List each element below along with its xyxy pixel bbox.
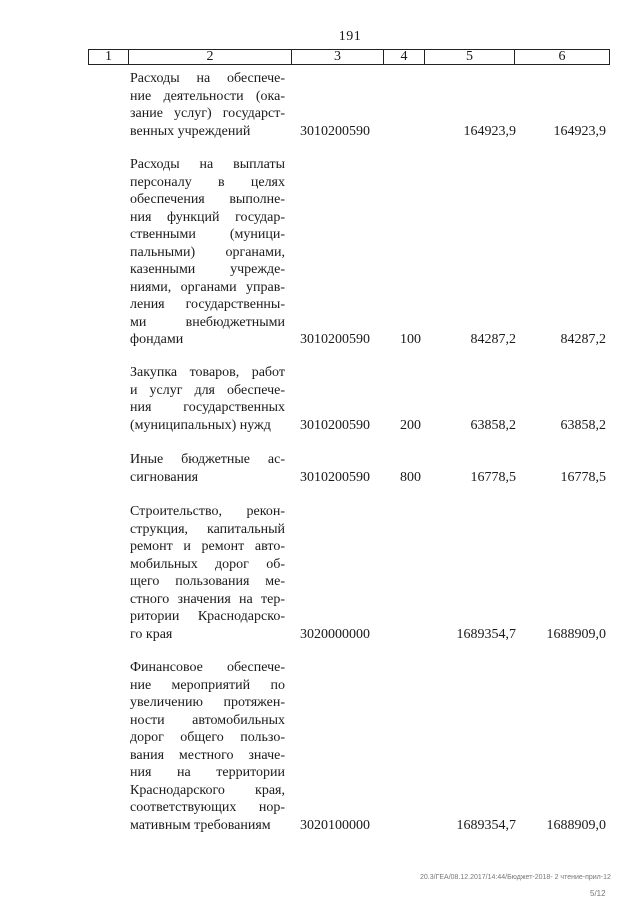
page-number: 191	[338, 29, 362, 44]
row-code: 3020000000	[300, 626, 370, 642]
col-header-2: 2	[129, 50, 292, 64]
description-line: зание услуг) государст-	[130, 106, 285, 121]
description-line: ремонт и ремонт авто-	[130, 539, 285, 554]
description-line: мобильных дорог об-	[130, 556, 285, 572]
description-line: казенными учрежде-	[130, 262, 285, 277]
row-value-6: 63858,2	[560, 417, 606, 433]
row-value-5: 164923,9	[463, 123, 516, 139]
row-value-5: 63858,2	[470, 417, 516, 433]
description-line: вания местного значе-	[130, 747, 285, 763]
description-line: ности автомобильных	[130, 712, 285, 728]
description-line: ния на территории	[130, 765, 285, 780]
row-value-5: 84287,2	[470, 332, 516, 347]
description-line: (муниципальных) нужд	[130, 417, 271, 433]
row-value-6: 16778,5	[560, 469, 606, 485]
col-header-1: 1	[89, 50, 129, 64]
description-line: ния функций государ-	[130, 209, 285, 225]
footer-sheet: 5/12	[590, 889, 606, 898]
description-line: Краснодарского края,	[130, 782, 285, 798]
description-line: мативным требованиям	[130, 817, 271, 833]
footer-stamp: 20.3/ГЕА/08.12.2017/14:44/Бюджет-2018- 2 чтение-прил-12	[420, 874, 611, 881]
row-value-6: 1688909,0	[546, 626, 606, 642]
description-line: дорог общего пользо-	[130, 730, 285, 745]
description-line: ниями, органами управ-	[130, 279, 285, 295]
description-line: щего пользования ме-	[130, 574, 285, 589]
description-line: и услуг для обеспече-	[130, 382, 285, 398]
col-header-5: 5	[425, 50, 515, 64]
row-description	[130, 503, 285, 643]
description-line: Строительство, рекон-	[130, 504, 285, 519]
col-header-6: 6	[515, 50, 610, 64]
table-header	[88, 49, 610, 65]
row-code: 3020100000	[300, 817, 370, 833]
row-code: 3010200590	[300, 332, 370, 347]
description-line: фондами	[130, 332, 184, 347]
description-line: пальными) органами,	[130, 244, 285, 260]
description-line: венных учреждений	[130, 123, 251, 139]
row-description	[130, 156, 285, 349]
description-line: обеспечения выполне-	[130, 192, 285, 207]
description-line: Иные бюджетные ас-	[130, 452, 285, 467]
row-description	[130, 451, 285, 486]
row-type: 800	[400, 469, 421, 485]
description-line: ственными (муници-	[130, 227, 285, 242]
description-line: Закупка товаров, работ	[130, 365, 285, 380]
row-description	[130, 70, 285, 140]
row-code: 3010200590	[300, 123, 370, 139]
description-line: ми внебюджетными	[130, 314, 285, 330]
description-line: Расходы на обеспече-	[130, 71, 285, 86]
description-line: увеличению протяжен-	[130, 695, 285, 710]
description-line: ритории Краснодарско-	[130, 609, 285, 624]
description-line: ние мероприятий по	[130, 677, 285, 693]
col-header-4: 4	[384, 50, 425, 64]
description-line: сигнования	[130, 469, 199, 485]
row-value-5: 16778,5	[470, 469, 516, 485]
description-line: персоналу в целях	[130, 174, 285, 190]
col-header-3: 3	[292, 50, 384, 64]
row-value-5: 1689354,7	[456, 817, 516, 833]
description-line: ние деятельности (ока-	[130, 88, 285, 104]
row-value-6: 84287,2	[560, 332, 606, 347]
description-line: ления государственны-	[130, 297, 285, 312]
description-line: струкция, капитальный	[130, 521, 285, 537]
description-line: стного значения на тер-	[130, 591, 285, 607]
description-line: ния государственных	[130, 400, 285, 415]
description-line: Расходы на выплаты	[130, 157, 285, 172]
description-line: го края	[130, 626, 173, 642]
row-value-6: 164923,9	[553, 123, 606, 139]
row-type: 100	[400, 332, 421, 347]
row-value-6: 1688909,0	[546, 817, 606, 833]
row-description	[130, 364, 285, 434]
row-code: 3010200590	[300, 469, 370, 485]
row-description	[130, 659, 285, 834]
description-line: Финансовое обеспече-	[130, 660, 285, 675]
row-type: 200	[400, 417, 421, 433]
row-value-5: 1689354,7	[456, 626, 516, 642]
description-line: соответствующих нор-	[130, 800, 285, 815]
row-code: 3010200590	[300, 417, 370, 433]
